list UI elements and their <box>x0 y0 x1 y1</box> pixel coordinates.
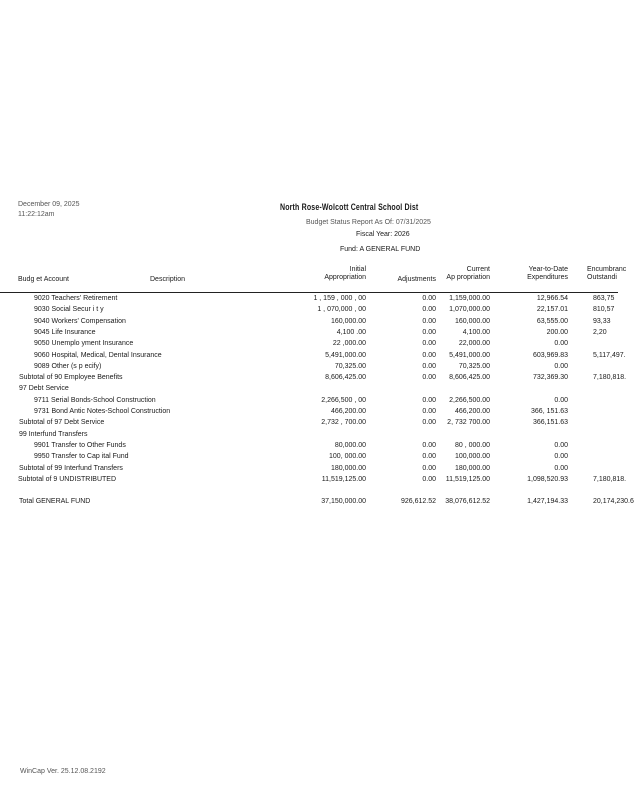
report-date: December 09, 2025 <box>18 201 80 208</box>
current-appropriation-cell: 4,100.00 <box>462 328 490 336</box>
current-appropriation-cell: 2,266,500.00 <box>449 396 490 404</box>
total-label: Total GENERAL FUND <box>19 498 91 505</box>
fund-label: Fund: A GENERAL FUND <box>340 246 421 253</box>
ytd-cell: 366, 151.63 <box>531 408 568 415</box>
appropriation-cell: 8,606,425.00 <box>325 374 366 382</box>
account-cell: 9050 Unemplo yment Insurance <box>34 340 134 348</box>
appropriation-cell: 22 ,000.00 <box>332 340 366 348</box>
col-current-appropriation: Current Ap propriation <box>446 266 490 281</box>
table-row <box>0 338 618 349</box>
adjustments-cell: 0.00 <box>422 419 436 427</box>
appropriation-cell: 160,000.00 <box>330 317 366 325</box>
table-row <box>0 316 618 327</box>
report-subtitle: Budget Status Report As Of: 07/31/2025 <box>306 219 431 226</box>
adjustments-cell: 0.00 <box>422 464 436 472</box>
appropriation-cell: 2,732 , 700.00 <box>321 419 366 427</box>
subtotal-row <box>0 372 627 383</box>
appropriation-cell: 1 , 159 , 000 , 00 <box>313 295 366 302</box>
encumbrance-cell: 810,57 <box>593 306 615 314</box>
total-row <box>0 496 634 507</box>
account-cell: 9040 Workers' Compensation <box>34 317 126 325</box>
table-row <box>0 361 618 372</box>
account-cell: 9020 Teachers' Retirement <box>34 295 118 302</box>
adjustments-cell: 0.00 <box>422 408 436 415</box>
appropriation-cell: 4,100 .00 <box>336 328 366 336</box>
account-cell: 9901 Transfer to Other Funds <box>34 441 126 449</box>
ytd-cell: 0.00 <box>554 441 568 449</box>
current-appropriation-cell: 8,606,425.00 <box>449 374 490 382</box>
appropriation-cell: 80,000.00 <box>334 441 366 449</box>
current-appropriation-cell: 70,325.00 <box>458 362 490 370</box>
total-current: 38,076,612.52 <box>445 498 490 505</box>
adjustments-cell: 0.00 <box>422 317 436 325</box>
current-appropriation-cell: 11,519,125.00 <box>445 475 490 483</box>
encumbrance-cell: 7,180,818. <box>593 475 627 483</box>
current-appropriation-cell: 160,000.00 <box>454 317 490 325</box>
ytd-cell: 22,157.01 <box>536 306 568 314</box>
current-appropriation-cell: 2, 732 700.00 <box>447 419 490 427</box>
current-appropriation-cell: 1,159,000.00 <box>449 295 490 302</box>
account-cell: 9030 Social Secur i t y <box>34 306 104 314</box>
account-cell: 9711 Serial Bonds-School Construction <box>34 396 156 404</box>
ytd-cell: 200.00 <box>546 328 568 336</box>
appropriation-cell: 180,000.00 <box>330 464 366 472</box>
appropriation-cell: 2,266,500 , 00 <box>321 396 366 404</box>
ytd-cell: 366,151.63 <box>532 419 568 427</box>
account-cell: 9731 Bond Antic Notes-School Construction <box>34 408 171 415</box>
col-encumbrance: Encumbranc Outstandi <box>587 266 627 281</box>
total-ytd: 1,427,194.33 <box>527 498 568 505</box>
col-budget-account: Budg et Account <box>18 276 69 283</box>
table-row <box>0 406 618 417</box>
adjustments-cell: 0.00 <box>422 441 436 449</box>
account-cell: 9045 Life Insurance <box>34 328 96 336</box>
col-description: Description <box>150 276 186 283</box>
ytd-cell: 1,098,520.93 <box>527 475 568 483</box>
col-ytd-expenditures: Year-to-Date Expenditures <box>527 266 568 281</box>
account-cell: 9089 Other (s p ecify) <box>34 362 102 370</box>
ytd-cell: 0.00 <box>554 453 568 461</box>
appropriation-cell: 11,519,125.00 <box>321 475 366 483</box>
total-appropriation: 37,150,000.00 <box>321 498 366 505</box>
ytd-cell: 732,369.30 <box>532 374 568 382</box>
current-appropriation-cell: 466,200.00 <box>454 408 490 415</box>
adjustments-cell: 0.00 <box>422 475 436 483</box>
current-appropriation-cell: 5,491,000.00 <box>449 351 490 359</box>
col-initial-appropriation: Initial Appropriation <box>324 266 366 281</box>
software-version: WinCap Ver. 25.12.08.2192 <box>20 768 106 775</box>
district-title: North Rose-Wolcott Central School Dist <box>280 202 419 212</box>
encumbrance-cell: 7,180,818. <box>593 374 627 382</box>
table-row <box>0 304 618 315</box>
ytd-cell: 12,966.54 <box>536 295 568 302</box>
table-row <box>0 440 618 451</box>
total-adjustments: 926,612.52 <box>400 498 436 505</box>
group-header-row <box>0 429 618 440</box>
current-appropriation-cell: 1,070,000.00 <box>449 306 490 314</box>
adjustments-cell: 0.00 <box>422 295 436 302</box>
table-row <box>0 395 618 406</box>
subtotal-row <box>0 463 618 474</box>
adjustments-cell: 0.00 <box>422 351 436 359</box>
ytd-cell: 0.00 <box>554 362 568 370</box>
adjustments-cell: 0.00 <box>422 328 436 336</box>
adjustments-cell: 0.00 <box>422 362 436 370</box>
table-row <box>0 350 626 361</box>
appropriation-cell: 466,200.00 <box>330 408 366 415</box>
fiscal-year: Fiscal Year: 2026 <box>356 231 410 238</box>
subtotal-label: Subtotal of 99 Interfund Transfers <box>19 464 123 472</box>
subtotal-row <box>0 417 618 428</box>
current-appropriation-cell: 100,000.00 <box>454 453 490 461</box>
ytd-cell: 603,969.83 <box>532 351 568 359</box>
subtotal-label: Subtotal of 90 Employee Benefits <box>19 374 123 382</box>
appropriation-cell: 5,491,000.00 <box>325 351 366 359</box>
encumbrance-cell: 863,75 <box>593 295 615 302</box>
adjustments-cell: 0.00 <box>422 396 436 404</box>
table-row <box>0 293 618 304</box>
current-appropriation-cell: 22,000.00 <box>458 340 490 348</box>
ytd-cell: 63,555.00 <box>536 317 568 325</box>
adjustments-cell: 0.00 <box>422 306 436 314</box>
appropriation-cell: 1 , 070,000 , 00 <box>317 306 366 314</box>
total-encumbrance: 20,174,230.6 <box>593 498 634 505</box>
group-header-row <box>0 383 618 394</box>
ytd-cell: 0.00 <box>554 396 568 404</box>
appropriation-cell: 70,325.00 <box>334 362 366 370</box>
encumbrance-cell: 2,20 <box>593 328 607 336</box>
ytd-cell: 0.00 <box>554 340 568 348</box>
group-label: 99 Interfund Transfers <box>19 430 88 438</box>
column-headers <box>0 264 627 293</box>
table-row <box>0 327 618 338</box>
ytd-cell: 0.00 <box>554 464 568 472</box>
col-adjustments: Adjustments <box>397 276 436 283</box>
subtotal-row <box>0 474 627 485</box>
adjustments-cell: 0.00 <box>422 340 436 348</box>
subtotal-label: Subtotal of 9 UNDISTRIBUTED <box>18 475 117 483</box>
adjustments-cell: 0.00 <box>422 374 436 382</box>
account-cell: 9060 Hospital, Medical, Dental Insurance <box>34 351 162 359</box>
adjustments-cell: 0.00 <box>422 453 436 461</box>
current-appropriation-cell: 80 , 000.00 <box>454 441 490 449</box>
subtotal-label: Subtotal of 97 Debt Service <box>19 419 105 427</box>
current-appropriation-cell: 180,000.00 <box>454 464 490 472</box>
group-label: 97 Debt Service <box>19 385 69 393</box>
appropriation-cell: 100, 000.00 <box>329 453 366 461</box>
encumbrance-cell: 5,117,497. <box>593 351 626 359</box>
report-time: 11:22:12am <box>18 211 55 218</box>
account-cell: 9950 Transfer to Cap ital Fund <box>34 453 129 461</box>
encumbrance-cell: 93,33 <box>593 317 611 325</box>
table-row <box>0 451 618 462</box>
